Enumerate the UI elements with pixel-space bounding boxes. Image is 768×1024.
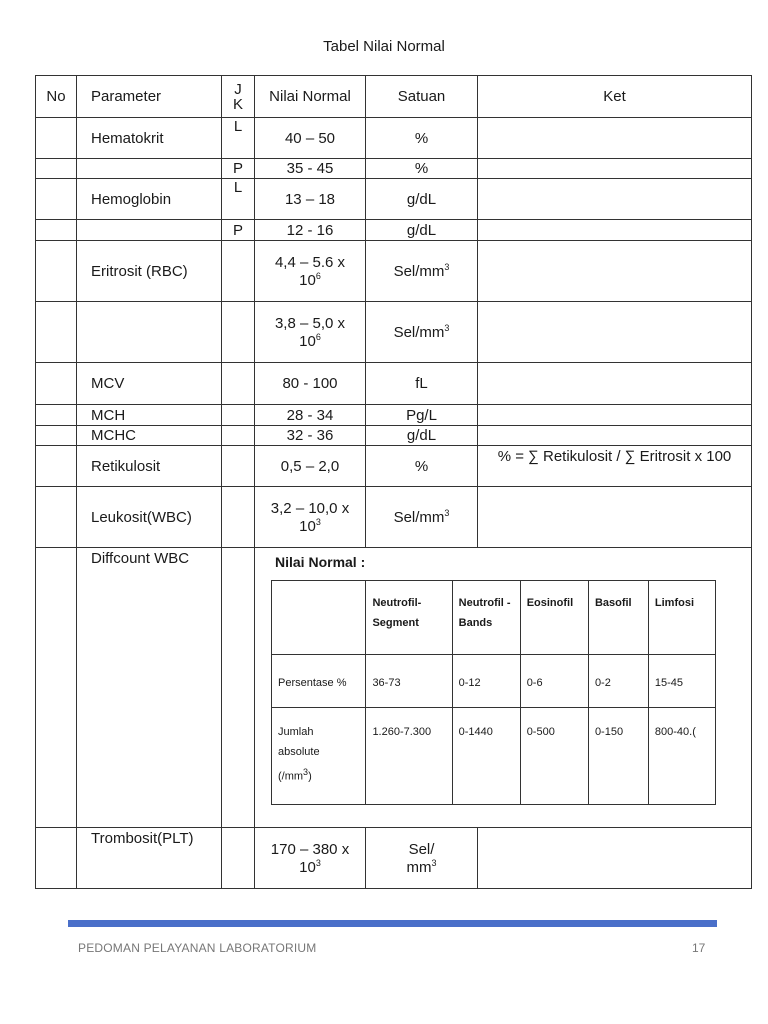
table-row	[36, 302, 752, 363]
diffcount-cell-value: 800-40.(	[648, 708, 715, 805]
satuan-value: Pg/L	[366, 405, 478, 426]
diffcount-cell-value: 1.260-7.300	[366, 708, 452, 805]
param-diffcount: Diffcount WBC	[77, 548, 222, 828]
nilai-value: 28 - 34	[255, 405, 366, 426]
diffcount-col-header: Limfosi	[648, 581, 715, 655]
header-jk: J K	[222, 76, 255, 118]
table-row	[36, 241, 752, 302]
diffcount-row	[272, 708, 716, 805]
table-row	[36, 405, 752, 426]
table-row	[36, 828, 752, 889]
satuan-value: %	[366, 446, 478, 487]
diffcount-cell-value: 0-500	[520, 708, 588, 805]
diffcount-row	[272, 655, 716, 708]
satuan-value: %	[366, 118, 478, 159]
table-row	[36, 446, 752, 487]
param-retikulosit: Retikulosit	[77, 446, 222, 487]
param-mch: MCH	[77, 405, 222, 426]
satuan-value: fL	[366, 363, 478, 405]
diffcount-cell-value: 36-73	[366, 655, 452, 708]
param-mchc: MCHC	[77, 426, 222, 446]
table-header-row	[36, 76, 752, 118]
nilai-value: 4,4 – 5.6 x $10^6$	[255, 241, 366, 302]
nilai-value: 3,8 – 5,0 x $10^6$	[255, 302, 366, 363]
diffcount-header-row	[272, 581, 716, 655]
table-row	[36, 426, 752, 446]
jk-value: L	[222, 179, 255, 220]
satuan-value: %	[366, 159, 478, 179]
header-nilai-normal: Nilai Normal	[255, 76, 366, 118]
table-row	[36, 118, 752, 159]
header-ket: Ket	[478, 76, 752, 118]
nilai-value: 170 – 380 x $10^3$	[255, 828, 366, 889]
diffcount-table	[271, 580, 716, 805]
satuan-value: Sel/ $mm^3$	[366, 828, 478, 889]
diffcount-cell-value: 15-45	[648, 655, 715, 708]
jk-value: L	[222, 118, 255, 159]
diffcount-title: Nilai Normal :	[275, 554, 366, 570]
param-hemoglobin: Hemoglobin	[77, 179, 222, 220]
param-hematokrit: Hematokrit	[77, 118, 222, 159]
nilai-value: 40 – 50	[255, 118, 366, 159]
diffcount-cell-value: 0-6	[520, 655, 588, 708]
header-parameter: Parameter	[77, 76, 222, 118]
nilai-value: 3,2 – 10,0 x $10^3$	[255, 487, 366, 548]
nilai-value: 35 - 45	[255, 159, 366, 179]
table-row	[36, 548, 752, 828]
satuan-value: Sel/$mm^3$	[366, 302, 478, 363]
satuan-value: Sel/$mm^3$	[366, 241, 478, 302]
table-row	[36, 487, 752, 548]
param-eritrosit: Eritrosit (RBC)	[77, 241, 222, 302]
diffcount-cell-value: 0-12	[452, 655, 520, 708]
normal-values-table	[35, 75, 752, 889]
diffcount-row-label: Persentase %	[272, 655, 366, 708]
table-row	[36, 159, 752, 179]
nilai-value: 0,5 – 2,0	[255, 446, 366, 487]
nilai-value: 32 - 36	[255, 426, 366, 446]
diffcount-cell-value: 0-150	[588, 708, 648, 805]
diffcount-cell-value: 0-1440	[452, 708, 520, 805]
jk-value: P	[222, 159, 255, 179]
ket-value: % = ∑ Retikulosit / ∑ Eritrosit x 100	[478, 446, 752, 487]
diffcount-col-header: Eosinofil	[520, 581, 588, 655]
param-mcv: MCV	[77, 363, 222, 405]
table-row	[36, 220, 752, 241]
table-row	[36, 363, 752, 405]
param-trombosit: Trombosit(PLT)	[77, 828, 222, 889]
diffcount-col-header: Basofil	[588, 581, 648, 655]
satuan-value: g/dL	[366, 426, 478, 446]
diffcount-cell	[255, 548, 752, 828]
nilai-value: 12 - 16	[255, 220, 366, 241]
diffcount-col-header: Neutrofil -Bands	[452, 581, 520, 655]
footer-text: PEDOMAN PELAYANAN LABORATORIUM	[78, 941, 317, 955]
page-number: 17	[692, 941, 706, 955]
header-no: No	[36, 76, 77, 118]
diffcount-col-header: Neutrofil-Segment	[366, 581, 452, 655]
table-row	[36, 179, 752, 220]
nilai-value: 13 – 18	[255, 179, 366, 220]
satuan-value: g/dL	[366, 220, 478, 241]
table-title: Tabel Nilai Normal	[323, 38, 445, 55]
nilai-value: 80 - 100	[255, 363, 366, 405]
satuan-value: Sel/$mm^3$	[366, 487, 478, 548]
diffcount-row-label: Jumlah absolute $(/mm^3)$	[272, 708, 366, 805]
satuan-value: g/dL	[366, 179, 478, 220]
header-satuan: Satuan	[366, 76, 478, 118]
jk-value: P	[222, 220, 255, 241]
footer-bar	[68, 920, 717, 927]
param-leukosit: Leukosit(WBC)	[77, 487, 222, 548]
diffcount-cell-value: 0-2	[588, 655, 648, 708]
